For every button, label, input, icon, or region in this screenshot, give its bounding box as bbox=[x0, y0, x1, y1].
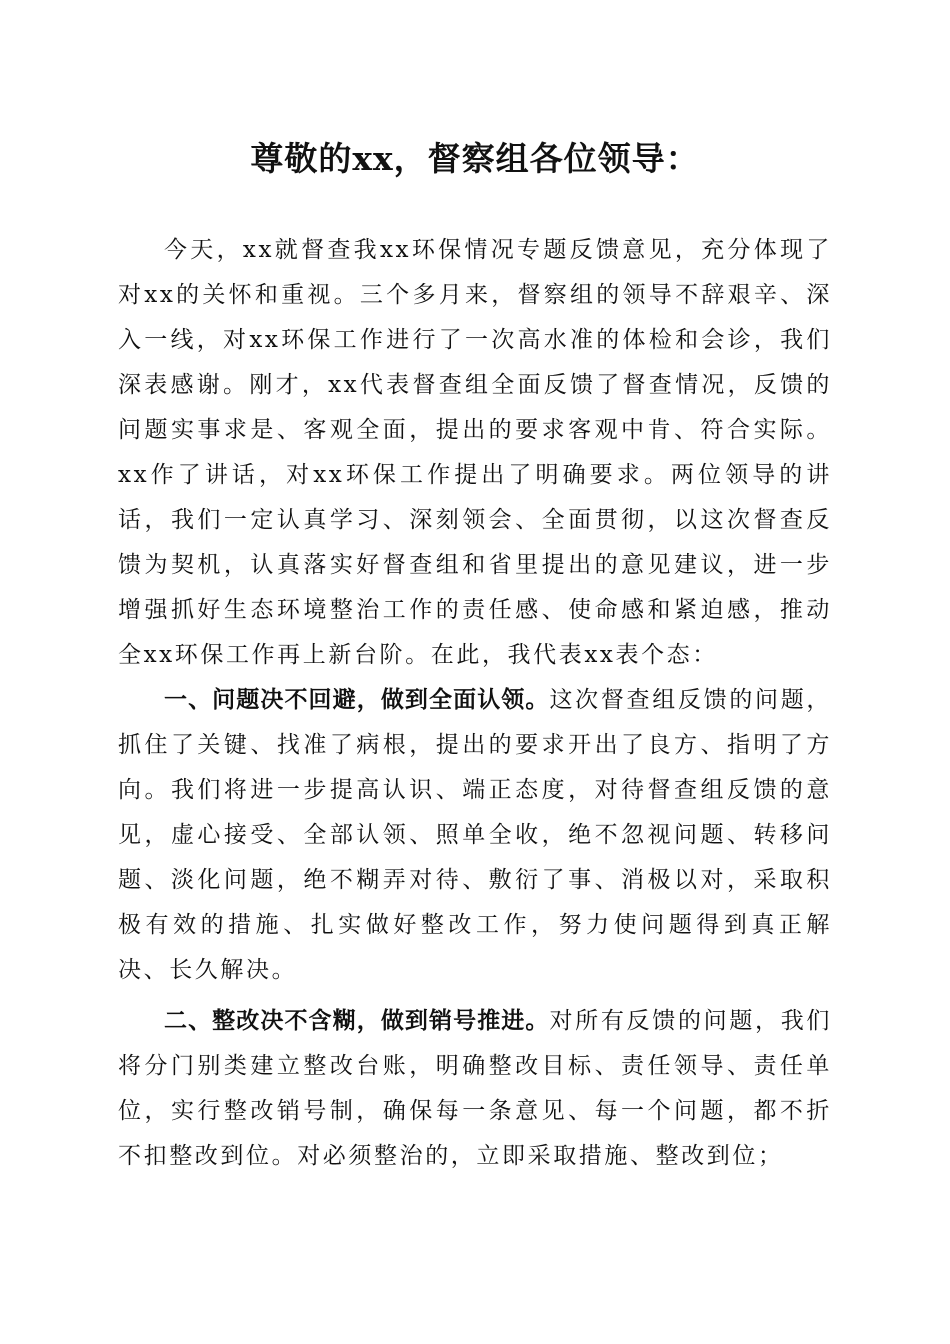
section-text-2: 对所有反馈的问题，我们将分门别类建立整改台账，明确整改目标、责任领导、责任单位，实行整改销号制，确保每一条意见、每一个问题，都不折不扣整改到位。对必须整治的，立即采取措施、整改到位； bbox=[118, 1008, 833, 1169]
document-body bbox=[118, 228, 832, 1179]
document-title: 尊敬的xx，督察组各位领导： bbox=[250, 139, 700, 178]
section-text-1: 这次督查组反馈的问题，抓住了关键、找准了病根，提出的要求开出了良方、指明了方向。我们将进一步提高认识、端正态度，对待督查组反馈的意见，虚心接受、全部认领、照单全收，绝不忽视问题、转移问题、淡化问题，绝不糊弄对待、敷衍了事、消极以对，采取积极有效的措施、扎实做好整改工作，努力使问题得到真正解决、长久解决。 bbox=[118, 687, 833, 983]
section-heading-2: 二、整改决不含糊，做到销号推进。 bbox=[164, 1008, 550, 1034]
section-paragraph-2 bbox=[118, 999, 832, 1179]
intro-paragraph: 今天，xx就督查我xx环保情况专题反馈意见，充分体现了对xx的关怀和重视。三个多月来，督察组的领导不辞艰辛、深入一线，对xx环保工作进行了一次高水准的体检和会诊，我们深表感谢。刚才，xx代表督查组全面反馈了督查情况，反馈的问题实事求是、客观全面，提出的要求客观中肯、符合实际。xx作了讲话，对xx环保工作提出了明确要求。两位领导的讲话，我们一定认真学习、深刻领会、全面贯彻，以这次督查反馈为契机，认真落实好督查组和省里提出的意见建议，进一步增强抓好生态环境整治工作的责任感、使命感和紧迫感，推动全xx环保工作再上新台阶。在此，我代表xx表个态： bbox=[118, 237, 832, 668]
section-heading-1: 一、问题决不回避，做到全面认领。 bbox=[164, 687, 550, 713]
section-paragraph-1 bbox=[118, 678, 832, 993]
